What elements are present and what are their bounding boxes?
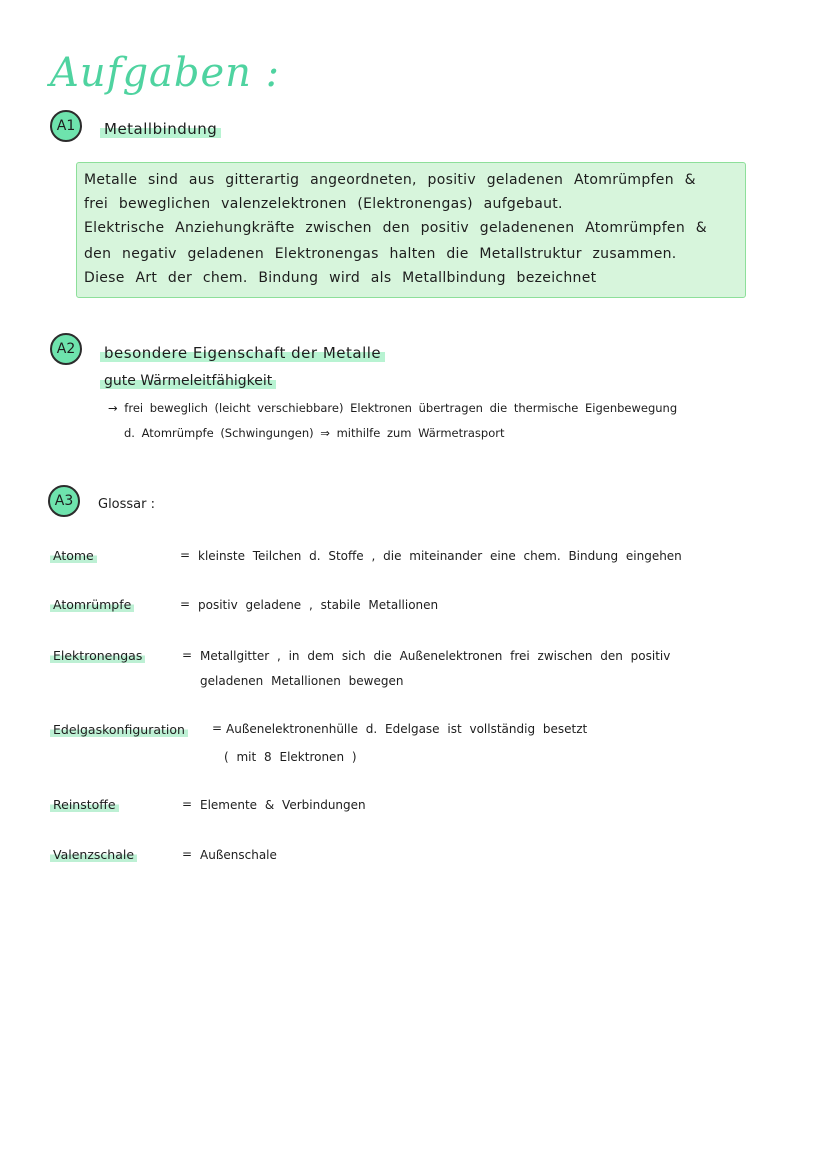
- glossary-definition: Metallgitter , in dem sich die Außenelektronen frei zwischen den positiv: [200, 649, 671, 663]
- glossary-definition: positiv geladene , stabile Metallionen: [198, 598, 439, 612]
- task-badge-a1: A1: [50, 110, 82, 142]
- glossary-definition: Außenelektronenhülle d. Edelgase ist vollständig besetzt: [226, 722, 588, 736]
- task-badge-a3: A3: [48, 485, 80, 517]
- equals-sign: =: [182, 847, 193, 861]
- a2-subheading-text: gute Wärmeleitfähigkeit: [100, 373, 276, 389]
- a1-heading: [100, 120, 221, 138]
- glossary-term: [50, 548, 97, 563]
- page-title: Aufgaben :: [50, 50, 281, 96]
- glossary-term-text: Valenzschale: [50, 847, 137, 862]
- glossary-term-text: Edelgaskonfiguration: [50, 722, 188, 737]
- a2-explanation-line-2: d. Atomrümpfe (Schwingungen) ⇒ mithilfe zum Wärmetrasport: [124, 426, 505, 440]
- a2-subheading: [100, 373, 276, 389]
- glossary-definition: kleinste Teilchen d. Stoffe , die miteinander eine chem. Bindung eingehen: [198, 549, 682, 563]
- a2-explanation-line-1: → frei beweglich (leicht verschiebbare) Elektronen übertragen die thermische Eigenbewegung: [108, 401, 678, 415]
- glossary-term: [50, 797, 119, 812]
- glossary-definition: Elemente & Verbindungen: [200, 798, 366, 812]
- equals-sign: =: [182, 648, 193, 662]
- glossary-term-text: Atomrümpfe: [50, 597, 134, 612]
- glossary-definition-cont: ( mit 8 Elektronen ): [224, 750, 357, 764]
- equals-sign: =: [182, 797, 193, 811]
- glossary-term-text: Atome: [50, 548, 97, 563]
- glossary-term: [50, 722, 188, 737]
- glossary-term-text: Reinstoffe: [50, 797, 119, 812]
- glossary-term-text: Elektronengas: [50, 648, 145, 663]
- equals-sign: =: [180, 548, 191, 562]
- glossary-definition-cont: geladenen Metallionen bewegen: [200, 674, 404, 688]
- a1-line: den negativ geladenen Elektronengas halten die Metallstruktur zusammen.: [84, 246, 677, 262]
- a1-line: Metalle sind aus gitterartig angeordneten, positiv geladenen Atomrümpfen &: [84, 172, 696, 188]
- a1-line: frei beweglichen valenzelektronen (Elektronengas) aufgebaut.: [84, 196, 563, 212]
- a1-line: Diese Art der chem. Bindung wird als Metallbindung bezeichnet: [84, 270, 597, 286]
- equals-sign: =: [212, 721, 223, 735]
- glossary-definition: Außenschale: [200, 848, 277, 862]
- a1-heading-text: Metallbindung: [100, 120, 221, 138]
- glossary-term: [50, 847, 137, 862]
- task-badge-a2: A2: [50, 333, 82, 365]
- a2-heading-text: besondere Eigenschaft der Metalle: [100, 344, 385, 362]
- a2-heading: [100, 344, 385, 362]
- a3-heading: Glossar :: [98, 497, 156, 512]
- a1-line: Elektrische Anziehungkräfte zwischen den positiv geladenenen Atomrümpfen &: [84, 220, 707, 236]
- glossary-term: [50, 597, 134, 612]
- equals-sign: =: [180, 597, 191, 611]
- glossary-term: [50, 648, 145, 663]
